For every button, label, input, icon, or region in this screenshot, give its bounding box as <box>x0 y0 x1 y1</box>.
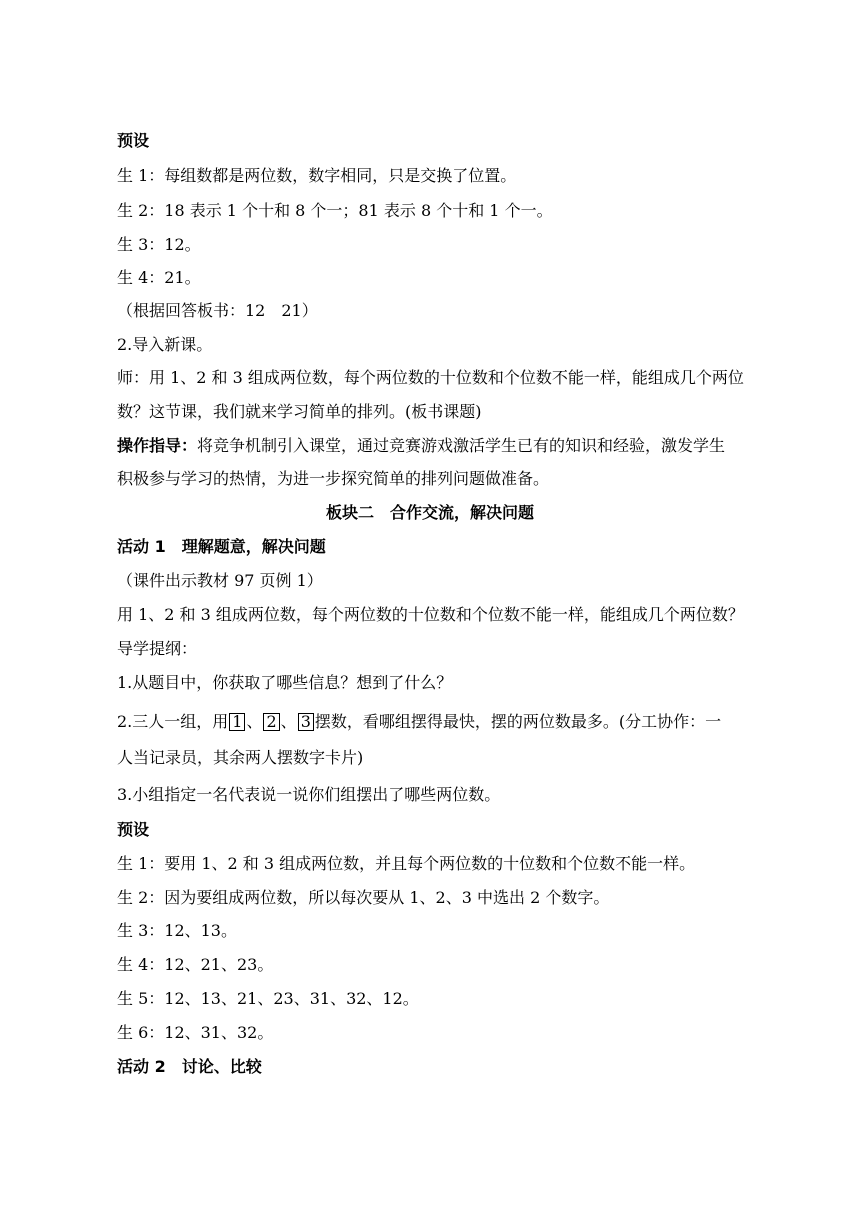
operation-guide-text: 将竞争机制引入课堂，通过竞赛游戏激活学生已有的知识和经验，激发学生 <box>197 436 726 455</box>
student-response-2: 生 2：因为要组成两位数，所以每次要从 1、2、3 中选出 2 个数字。 <box>117 888 610 907</box>
separator: 、 <box>246 712 263 731</box>
activity-1-title: 活动 1 理解题意，解决问题 <box>117 537 326 556</box>
guide-item-2-suffix: 摆数，看哪组摆得最快，摆的两位数最多。(分工协作：一 <box>314 712 722 731</box>
section-title: 板块二 合作交流，解决问题 <box>325 503 534 522</box>
guide-outline-label: 导学提纲： <box>117 639 198 658</box>
operation-guide-line-1 <box>117 436 725 456</box>
student-response-5: 生 5：12、13、21、23、31、32、12。 <box>117 989 419 1008</box>
preset-heading-1: 预设 <box>117 131 150 150</box>
student-response-6: 生 6：12、31、32。 <box>117 1023 274 1042</box>
student-answer-3: 生 3：12。 <box>117 235 201 254</box>
student-answer-4: 生 4：21。 <box>117 268 201 287</box>
separator: 、 <box>280 712 297 731</box>
student-response-4: 生 4：12、21、23。 <box>117 955 274 974</box>
preset-heading-2: 预设 <box>117 820 150 839</box>
number-card-1: 1 <box>229 713 245 731</box>
guide-item-1: 1.从题目中，你获取了哪些信息？想到了什么？ <box>117 673 453 692</box>
activity-2-title: 活动 2 讨论、比较 <box>117 1057 262 1076</box>
number-card-3: 3 <box>298 713 314 731</box>
student-response-3: 生 3：12、13。 <box>117 921 237 940</box>
intro-step: 2.导入新课。 <box>117 335 213 354</box>
guide-item-2-prefix: 2.三人一组，用 <box>117 712 229 731</box>
teacher-line-1: 师：用 1、2 和 3 组成两位数，每个两位数的十位数和个位数不能一样，能组成几个两位 <box>117 368 744 387</box>
student-response-1: 生 1：要用 1、2 和 3 组成两位数，并且每个两位数的十位数和个位数不能一样。 <box>117 854 696 873</box>
operation-guide-line-2: 积极参与学习的热情，为进一步探究简单的排列问题做准备。 <box>117 469 550 488</box>
student-answer-1: 生 1：每组数都是两位数，数字相同，只是交换了位置。 <box>117 166 517 185</box>
teacher-line-2: 数？这节课，我们就来学习简单的排列。(板书课题) <box>117 402 482 421</box>
problem-statement: 用 1、2 和 3 组成两位数，每个两位数的十位数和个位数不能一样，能组成几个两位数？ <box>117 605 744 624</box>
number-card-2: 2 <box>263 713 279 731</box>
guide-item-2-continued: 人当记录员，其余两人摆数字卡片) <box>117 748 364 767</box>
courseware-note: （课件出示教材 97 页例 1） <box>117 571 323 590</box>
student-answer-2: 生 2：18 表示 1 个十和 8 个一；81 表示 8 个十和 1 个一。 <box>117 201 553 220</box>
guide-item-2 <box>117 712 721 732</box>
operation-guide-label: 操作指导： <box>117 436 198 455</box>
board-note: （根据回答板书：12 21） <box>117 301 318 320</box>
guide-item-3: 3.小组指定一名代表说一说你们组摆出了哪些两位数。 <box>117 785 501 804</box>
